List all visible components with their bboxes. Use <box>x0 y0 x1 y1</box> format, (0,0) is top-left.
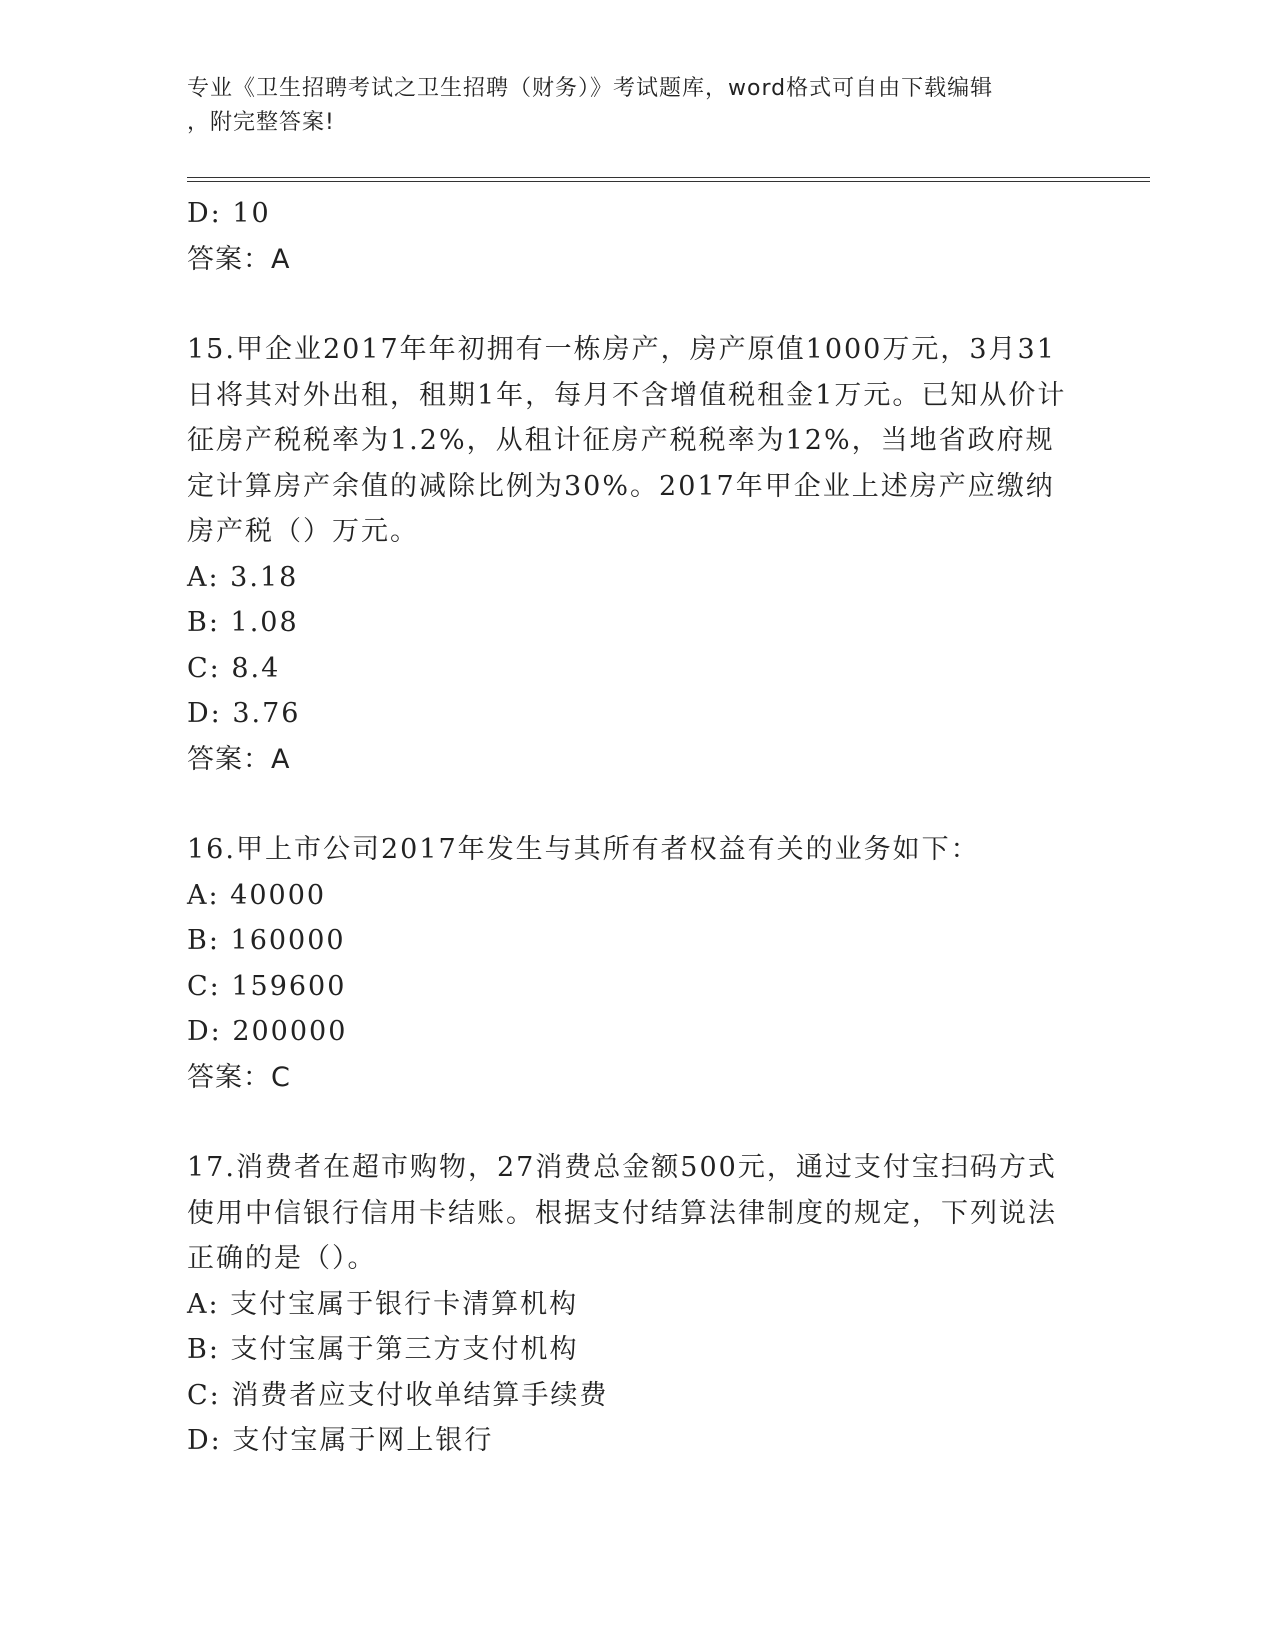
option-c: C: 8.4 <box>187 652 281 684</box>
option-b: B: 160000 <box>187 925 346 956</box>
document-content <box>187 191 1087 1464</box>
option-a: A: 3.18 <box>187 561 299 593</box>
option-c: C: 消费者应支付收单结算手续费 <box>187 1379 609 1411</box>
option-a: A: 支付宝属于银行卡清算机构 <box>187 1288 579 1320</box>
page-header <box>187 72 1087 140</box>
option-d: D: 支付宝属于网上银行 <box>187 1425 494 1456</box>
question-stem: 15.甲企业2017年年初拥有一栋房产，房产原值1000万元，3月31日将其对外出租，租期1年，每月不含增值税租金1万元。已知从价计征房产税税率为1.2%，从租计征房产税税率为12%，当地省政府规定计算房产余值的减除比例为30%。2017年甲企业上述房产应缴纳房产税（）万元。 <box>187 334 1067 547</box>
question-stem: 17.消费者在超市购物，27消费总金额500元，通过支付宝扫码方式使用中信银行信用卡结账。根据支付结算法律制度的规定，下列说法正确的是（）。 <box>187 1152 1057 1274</box>
question-15 <box>187 327 1087 782</box>
header-line-2: ，附完整答案! <box>187 110 335 135</box>
question-stem: 16.甲上市公司2017年发生与其所有者权益有关的业务如下： <box>187 834 980 865</box>
answer-line: 答案：C <box>187 1061 291 1093</box>
option-a: A: 40000 <box>187 879 327 911</box>
answer-line: 答案：A <box>187 743 291 775</box>
question-17 <box>187 1145 1087 1464</box>
answer-line: 答案：A <box>187 243 291 275</box>
option-d: D: 200000 <box>187 1016 348 1047</box>
option-d: D: 10 <box>187 198 271 229</box>
option-c: C: 159600 <box>187 970 347 1002</box>
header-divider <box>187 177 1150 182</box>
option-d: D: 3.76 <box>187 698 301 729</box>
option-b: B: 1.08 <box>187 607 299 638</box>
option-b: B: 支付宝属于第三方支付机构 <box>187 1334 579 1365</box>
question-16 <box>187 827 1087 1100</box>
previous-question-tail <box>187 191 1087 282</box>
header-line-1: 专业《卫生招聘考试之卫生招聘（财务）》考试题库，word格式可自由下载编辑 <box>187 76 994 101</box>
